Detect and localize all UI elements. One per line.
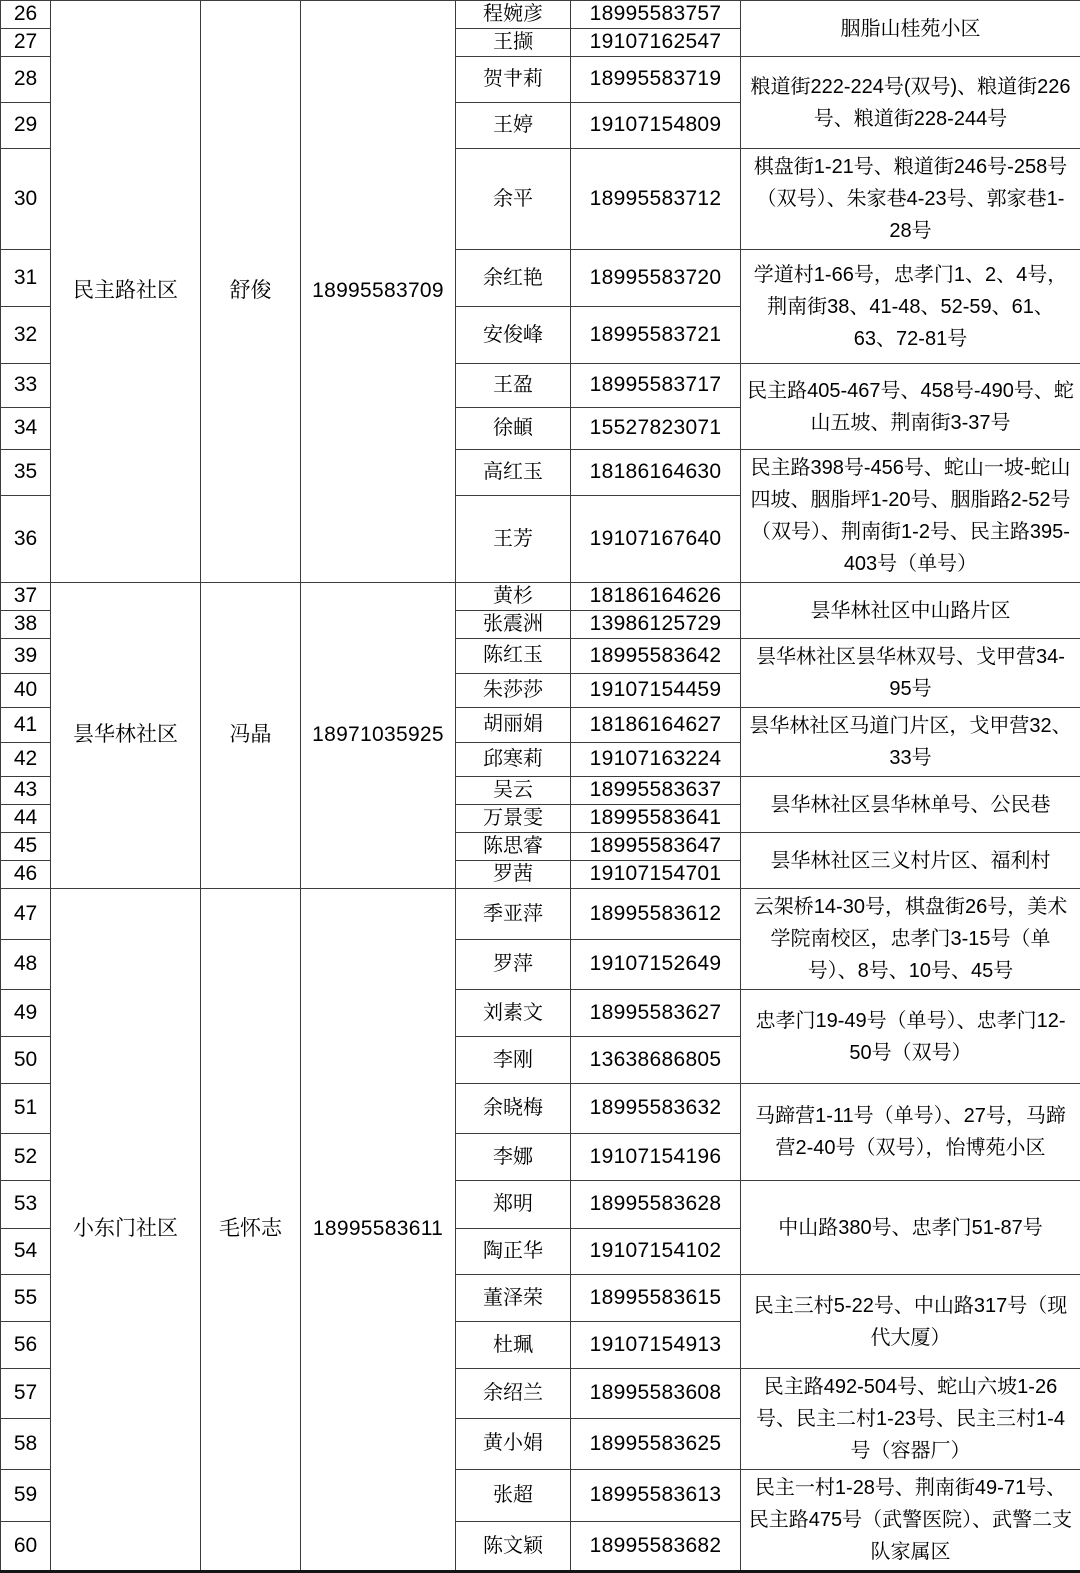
row-index-cell: 26 — [1, 1, 51, 29]
staff-name-cell: 陶正华 — [456, 1229, 571, 1275]
staff-phone-cell: 18995583612 — [571, 889, 741, 940]
staff-phone-cell: 18995583720 — [571, 250, 741, 307]
row-index-cell: 33 — [1, 364, 51, 408]
address-cell: 昙华林社区三义村片区、福利村 — [741, 833, 1080, 889]
address-cell: 马蹄营1-11号（单号）、27号，马蹄营2-40号（双号），怡博苑小区 — [741, 1084, 1080, 1181]
address-cell: 云架桥14-30号，棋盘街26号，美术学院南校区，忠孝门3-15号（单号）、8号、10号、45号 — [741, 889, 1080, 990]
address-cell: 昙华林社区昙华林双号、戈甲营34-95号 — [741, 639, 1080, 708]
row-index-cell: 54 — [1, 1229, 51, 1275]
staff-name-cell: 陈文颖 — [456, 1522, 571, 1572]
row-index-cell: 56 — [1, 1322, 51, 1369]
staff-name-cell: 余平 — [456, 149, 571, 250]
address-cell: 民主三村5-22号、中山路317号（现代大厦） — [741, 1275, 1080, 1369]
staff-phone-cell: 18995583627 — [571, 990, 741, 1037]
row-index-cell: 45 — [1, 833, 51, 861]
row-index-cell: 49 — [1, 990, 51, 1037]
table-row — [1, 889, 1080, 940]
staff-phone-cell: 18995583628 — [571, 1181, 741, 1229]
row-index-cell: 41 — [1, 708, 51, 743]
staff-phone-cell: 18995583719 — [571, 57, 741, 103]
staff-name-cell: 张震洲 — [456, 611, 571, 639]
row-index-cell: 29 — [1, 103, 51, 149]
staff-phone-cell: 18995583641 — [571, 805, 741, 833]
address-cell: 中山路380号、忠孝门51-87号 — [741, 1181, 1080, 1275]
community-cell: 民主路社区 — [51, 1, 201, 583]
staff-phone-cell: 19107163224 — [571, 742, 741, 777]
row-index-cell: 48 — [1, 940, 51, 990]
staff-phone-cell: 19107154913 — [571, 1322, 741, 1369]
staff-name-cell: 贺肀莉 — [456, 57, 571, 103]
staff-name-cell: 程婉彦 — [456, 1, 571, 29]
row-index-cell: 27 — [1, 29, 51, 57]
table-row — [1, 1, 1080, 29]
staff-phone-cell: 18186164630 — [571, 450, 741, 496]
row-index-cell: 57 — [1, 1369, 51, 1419]
staff-phone-cell: 18995583637 — [571, 777, 741, 805]
address-cell: 昙华林社区马道门片区，戈甲营32、33号 — [741, 708, 1080, 777]
staff-name-cell: 季亚萍 — [456, 889, 571, 940]
leader-name-cell: 毛怀志 — [201, 889, 301, 1572]
staff-name-cell: 董泽荣 — [456, 1275, 571, 1322]
staff-phone-cell: 19107154701 — [571, 861, 741, 889]
staff-phone-cell: 18995583642 — [571, 639, 741, 674]
staff-name-cell: 黄杉 — [456, 583, 571, 611]
staff-phone-cell: 19107152649 — [571, 940, 741, 990]
leader-phone-cell: 18971035925 — [301, 583, 456, 889]
staff-name-cell: 高红玉 — [456, 450, 571, 496]
staff-name-cell: 陈红玉 — [456, 639, 571, 674]
address-cell: 昙华林社区中山路片区 — [741, 583, 1080, 639]
leader-phone-cell: 18995583611 — [301, 889, 456, 1572]
staff-name-cell: 郑明 — [456, 1181, 571, 1229]
staff-name-cell: 徐頔 — [456, 408, 571, 450]
staff-name-cell: 王撷 — [456, 29, 571, 57]
address-cell: 民主路492-504号、蛇山六坡1-26号、民主二村1-23号、民主三村1-4号（容器厂） — [741, 1369, 1080, 1470]
row-index-cell: 44 — [1, 805, 51, 833]
table-row — [1, 583, 1080, 611]
row-index-cell: 42 — [1, 742, 51, 777]
staff-name-cell: 黄小娟 — [456, 1418, 571, 1469]
staff-phone-cell: 13638686805 — [571, 1037, 741, 1084]
staff-name-cell: 罗茜 — [456, 861, 571, 889]
staff-phone-cell: 13986125729 — [571, 611, 741, 639]
staff-name-cell: 安俊峰 — [456, 307, 571, 364]
row-index-cell: 38 — [1, 611, 51, 639]
staff-name-cell: 李娜 — [456, 1134, 571, 1181]
leader-phone-cell: 18995583709 — [301, 1, 456, 583]
staff-name-cell: 陈思睿 — [456, 833, 571, 861]
row-index-cell: 55 — [1, 1275, 51, 1322]
address-cell: 学道村1-66号，忠孝门1、2、4号，荆南街38、41-48、52-59、61、63、72-81号 — [741, 250, 1080, 364]
staff-phone-cell: 18186164627 — [571, 708, 741, 743]
address-cell: 民主路405-467号、458号-490号、蛇山五坡、荆南街3-37号 — [741, 364, 1080, 450]
staff-phone-cell: 19107154459 — [571, 673, 741, 708]
row-index-cell: 34 — [1, 408, 51, 450]
staff-name-cell: 邱寒莉 — [456, 742, 571, 777]
community-cell: 小东门社区 — [51, 889, 201, 1572]
staff-name-cell: 朱莎莎 — [456, 673, 571, 708]
row-index-cell: 58 — [1, 1418, 51, 1469]
staff-name-cell: 胡丽娟 — [456, 708, 571, 743]
row-index-cell: 31 — [1, 250, 51, 307]
address-cell: 民主一村1-28号、荆南街49-71号、民主路475号（武警医院）、武警二支队家属区 — [741, 1470, 1080, 1572]
row-index-cell: 28 — [1, 57, 51, 103]
staff-phone-cell: 18995583712 — [571, 149, 741, 250]
staff-phone-cell: 18995583608 — [571, 1369, 741, 1419]
staff-name-cell: 李刚 — [456, 1037, 571, 1084]
row-index-cell: 52 — [1, 1134, 51, 1181]
staff-name-cell: 余绍兰 — [456, 1369, 571, 1419]
row-index-cell: 35 — [1, 450, 51, 496]
staff-phone-cell: 18995583721 — [571, 307, 741, 364]
staff-name-cell: 罗萍 — [456, 940, 571, 990]
staff-phone-cell: 19107154809 — [571, 103, 741, 149]
row-index-cell: 37 — [1, 583, 51, 611]
address-cell: 棋盘街1-21号、粮道街246号-258号（双号）、朱家巷4-23号、郭家巷1-28号 — [741, 149, 1080, 250]
staff-name-cell: 余红艳 — [456, 250, 571, 307]
row-index-cell: 47 — [1, 889, 51, 940]
staff-name-cell: 王盈 — [456, 364, 571, 408]
staff-phone-cell: 19107167640 — [571, 496, 741, 583]
row-index-cell: 51 — [1, 1084, 51, 1134]
staff-phone-cell: 19107154102 — [571, 1229, 741, 1275]
staff-phone-cell: 15527823071 — [571, 408, 741, 450]
staff-phone-cell: 18995583613 — [571, 1470, 741, 1522]
staff-name-cell: 余晓梅 — [456, 1084, 571, 1134]
staff-phone-cell: 18995583615 — [571, 1275, 741, 1322]
address-cell: 民主路398号-456号、蛇山一坡-蛇山四坡、胭脂坪1-20号、胭脂路2-52号（双号）、荆南街1-2号、民主路395-403号（单号） — [741, 450, 1080, 583]
row-index-cell: 43 — [1, 777, 51, 805]
row-index-cell: 53 — [1, 1181, 51, 1229]
row-index-cell: 60 — [1, 1522, 51, 1572]
community-cell: 昙华林社区 — [51, 583, 201, 889]
staff-phone-cell: 18995583682 — [571, 1522, 741, 1572]
staff-name-cell: 杜珮 — [456, 1322, 571, 1369]
row-index-cell: 32 — [1, 307, 51, 364]
staff-name-cell: 吴云 — [456, 777, 571, 805]
staff-phone-cell: 18995583625 — [571, 1418, 741, 1469]
staff-phone-cell: 18995583717 — [571, 364, 741, 408]
staff-name-cell: 刘素文 — [456, 990, 571, 1037]
address-cell: 昙华林社区昙华林单号、公民巷 — [741, 777, 1080, 833]
address-cell: 粮道街222-224号(双号)、粮道街226号、粮道街228-244号 — [741, 57, 1080, 149]
row-index-cell: 30 — [1, 149, 51, 250]
staff-phone-cell: 19107154196 — [571, 1134, 741, 1181]
staff-name-cell: 万景雯 — [456, 805, 571, 833]
staff-phone-cell: 19107162547 — [571, 29, 741, 57]
leader-name-cell: 冯晶 — [201, 583, 301, 889]
staff-name-cell: 王婷 — [456, 103, 571, 149]
row-index-cell: 39 — [1, 639, 51, 674]
leader-name-cell: 舒俊 — [201, 1, 301, 583]
address-cell: 胭脂山桂苑小区 — [741, 1, 1080, 57]
row-index-cell: 46 — [1, 861, 51, 889]
row-index-cell: 40 — [1, 673, 51, 708]
staff-name-cell: 王芳 — [456, 496, 571, 583]
staff-phone-cell: 18995583647 — [571, 833, 741, 861]
staff-name-cell: 张超 — [456, 1470, 571, 1522]
row-index-cell: 36 — [1, 496, 51, 583]
staff-phone-cell: 18186164626 — [571, 583, 741, 611]
staff-phone-cell: 18995583757 — [571, 1, 741, 29]
row-index-cell: 59 — [1, 1470, 51, 1522]
row-index-cell: 50 — [1, 1037, 51, 1084]
address-cell: 忠孝门19-49号（单号）、忠孝门12-50号（双号） — [741, 990, 1080, 1084]
staff-phone-cell: 18995583632 — [571, 1084, 741, 1134]
